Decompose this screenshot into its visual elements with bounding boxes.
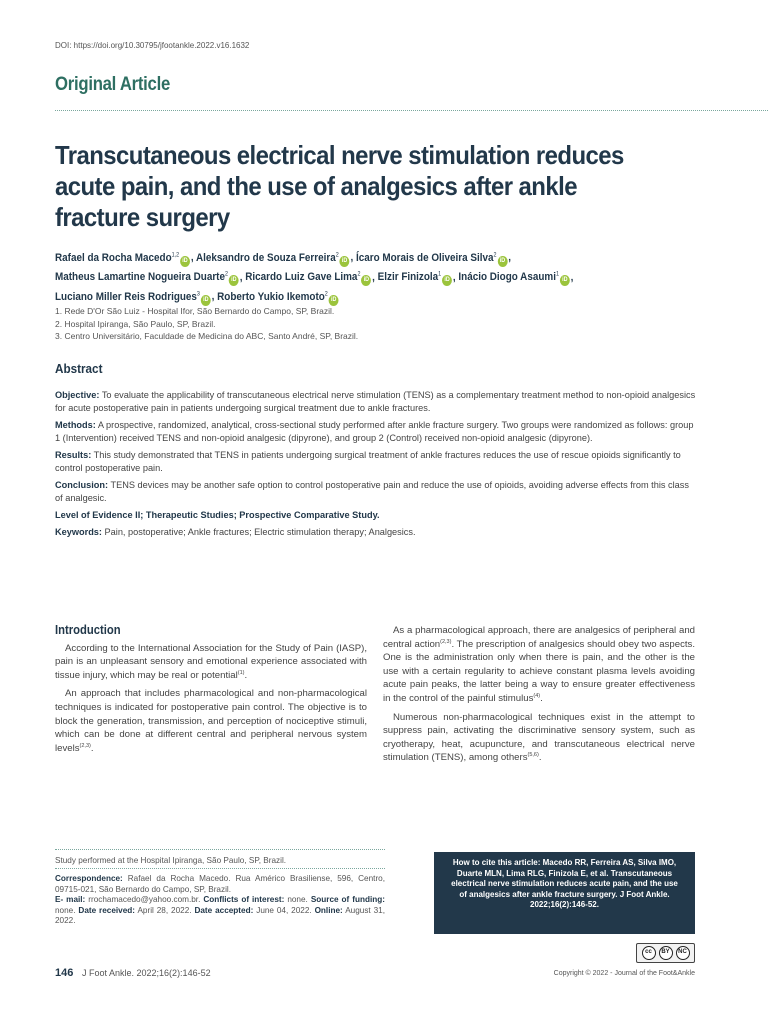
by-icon: BY [659, 946, 673, 960]
author-name: Inácio Diogo Asaumi [458, 271, 556, 284]
journal-reference: J Foot Ankle. 2022;16(2):146-52 [82, 968, 211, 978]
affiliation-ref: 2 [357, 271, 361, 278]
abstract-heading: Abstract [55, 361, 103, 376]
author [217, 291, 339, 303]
orcid-icon[interactable]: iD [229, 275, 239, 286]
author [378, 271, 453, 283]
orcid-icon[interactable]: iD [442, 275, 452, 286]
orcid-icon[interactable]: iD [361, 275, 371, 286]
orcid-icon[interactable]: iD [497, 256, 507, 267]
author-name: Matheus Lamartine Nogueira Duarte [55, 271, 225, 284]
email-link[interactable]: rrochamacedo@yahoo.com.br. [88, 895, 201, 904]
author-name: Aleksandro de Souza Ferreira [195, 251, 336, 264]
author [356, 252, 508, 264]
author [458, 271, 570, 283]
author [55, 271, 240, 283]
divider [55, 110, 768, 111]
citation-ref[interactable]: (2,3) [79, 742, 91, 749]
keywords: Keywords: Pain, postoperative; Ankle fractures; Electric stimulation therapy; Analgesics. [55, 527, 416, 537]
author [245, 271, 372, 283]
creative-commons-badge[interactable] [636, 943, 695, 963]
affiliation-ref: 3 [196, 291, 200, 298]
citation-ref[interactable]: (2,3) [440, 638, 452, 645]
orcid-icon[interactable]: iD [329, 295, 339, 306]
how-to-cite-box: How to cite this article: Macedo RR, Ferreira AS, Silva IMO, Duarte MLN, Lima RLG, Finizola E, et al. Transcutaneous electrical nerve stimulation reduces acute pain, and the use of analgesics after ankle fracture surgery. J Foot Ankle. 2022;16(2):146-52. [434, 852, 695, 934]
affiliation-ref: 1 [555, 271, 559, 278]
body-column-left [55, 624, 367, 760]
affiliation-ref: 2 [224, 271, 228, 278]
page-number: 146 [55, 967, 74, 979]
abstract-methods: Methods: A prospective, randomized, analytical, cross-sectional study performed after ankle fracture surgery. Two groups were randomized as follows: group 1 (Intervention) received TENS and non-opioid analgesic (dipyrone), and group 2 (Control) received non-opioid analgesic (dipyrone). [55, 420, 694, 443]
paragraph: According to the International Association for the Study of Pain (IASP), pain is an unpleasant sensory and emotional experience associated with tissue injury, which may be real or potential$^{(1)}$. [55, 642, 367, 681]
affiliation-ref: 1 [438, 271, 442, 278]
study-location: Study performed at the Hospital Ipiranga, São Paulo, SP, Brazil. [55, 856, 287, 865]
abstract-body [55, 389, 697, 543]
affiliation: 1. Rede D'Or São Luiz - Hospital Ifor, São Bernardo do Campo, SP, Brazil. [55, 306, 335, 316]
affiliation-ref: 2 [324, 291, 328, 298]
doi-link[interactable]: DOI: https://doi.org/10.30795/jfootankle.2022.v16.1632 [55, 41, 250, 50]
author-name: Ricardo Luiz Gave Lima [245, 271, 358, 284]
affiliation: 2. Hospital Ipiranga, São Paulo, SP, Brazil. [55, 318, 216, 329]
citation-ref[interactable]: (5,6) [527, 752, 539, 759]
orcid-icon[interactable]: iD [180, 256, 190, 267]
author-name: Elzir Finizola [377, 271, 439, 284]
orcid-icon[interactable]: iD [340, 256, 350, 267]
copyright: Copyright © 2022 - Journal of the Foot&Ankle [553, 970, 695, 977]
body-column-right [383, 624, 695, 770]
affiliation-ref: 2 [335, 252, 339, 258]
correspondence: Correspondence: Rafael da Rocha Macedo. Rua Américo Brasiliense, 596, Centro, 09715-021, São Bernardo do Campo, SP, Brazil. E- mail: rrochamacedo@yahoo.com.br. Conflicts of interest: none. Source of funding: none. Date received: April 28, 2022. Date accepted: June 04, 2022. Online: August 31, 2022. [55, 874, 385, 925]
paragraph: An approach that includes pharmacological and non-pharmacological techniques is indicated for postoperative pain control. The objective is to block the generation, transmission, and perception of nociceptive stimuli, which can be done at different central and peripheral nervous system levels$^{(2,3)}$. [55, 688, 367, 754]
author-name: Rafael da Rocha Macedo [55, 251, 172, 264]
footnote-divider [55, 849, 385, 850]
abstract-results: Results: This study demonstrated that TENS in patients undergoing surgical treatment of ankle fractures reduces the use of rescue opioids significantly to control postoperative pain. [55, 450, 681, 473]
affiliation-ref: 1,2 [171, 252, 180, 258]
author-list: Rafael da Rocha Macedo$^{1,2}$iD , Aleksandro de Souza Ferreira$^2$iD , Ícaro Morais de Oliveira Silva$^2$iD , Matheus Lamartine Nogueira Duarte$^2$iD , Ricardo Luiz Gave Lima$^2$iD , Elzir Finizola$^1$iD , Inácio Diogo Asaumi$^1$iD , Luciano Miller Reis Rodrigues$^3$iD , Roberto Yukio Ikemoto$^2$iD [55, 247, 685, 306]
paragraph: As a pharmacological approach, there are analgesics of peripheral and central action$^{(2,3)}$. The prescription of analgesics should obey two aspects. One is the administration only when there is pain, and the other is the use with a certain regularity to achieve constant plasma levels avoiding acute pain peaks, the latter being a way to ensure greater effectiveness in the control of the painful stimulus$^{(4)}$. [383, 625, 695, 704]
orcid-icon[interactable]: iD [560, 275, 570, 286]
cc-icon: cc [642, 946, 656, 960]
orcid-icon[interactable]: iD [201, 295, 211, 306]
author [55, 252, 191, 264]
article-title: Transcutaneous electrical nerve stimulation reduces acute pain, and the use of analgesics after ankle fracture surgery [55, 140, 624, 232]
citation-ref[interactable]: (4) [533, 692, 541, 699]
author-name: Roberto Yukio Ikemoto [217, 290, 325, 303]
evidence-level: Level of Evidence II; Therapeutic Studies; Prospective Comparative Study. [55, 510, 380, 520]
abstract-conclusion: Conclusion: TENS devices may be another safe option to control postoperative pain and reduce the use of opioids, avoiding adverse effects from this class of analgesic. [55, 480, 689, 503]
paragraph: Numerous non-pharmacological techniques exist in the attempt to suppress pain, activating the discriminative sensory system, such as cryotherapy, heat, acupuncture, and transcutaneous electrical nerve stimulation (TENS), among others$^{(5,6)}$. [383, 711, 695, 764]
author [55, 291, 212, 303]
affiliation-ref: 2 [493, 252, 497, 258]
affiliations [55, 305, 358, 343]
author-name: Ícaro Morais de Oliveira Silva [355, 251, 494, 264]
abstract-objective: Objective: To evaluate the applicability of transcutaneous electrical nerve stimulation (TENS) as a complementary treatment method to non-opioid analgesics for acute postoperative pain in patients undergoing surgical treatment due to ankle fractures. [55, 390, 696, 413]
citation-ref[interactable]: (1) [237, 669, 245, 676]
footnote-divider [55, 868, 385, 869]
nc-icon: NC [676, 946, 690, 960]
author [196, 252, 350, 264]
author-name: Luciano Miller Reis Rodrigues [55, 290, 197, 303]
affiliation: 3. Centro Universitário, Faculdade de Medicina do ABC, Santo André, SP, Brazil. [55, 331, 359, 341]
section-label: Original Article [55, 74, 171, 95]
introduction-heading: Introduction [55, 623, 121, 637]
